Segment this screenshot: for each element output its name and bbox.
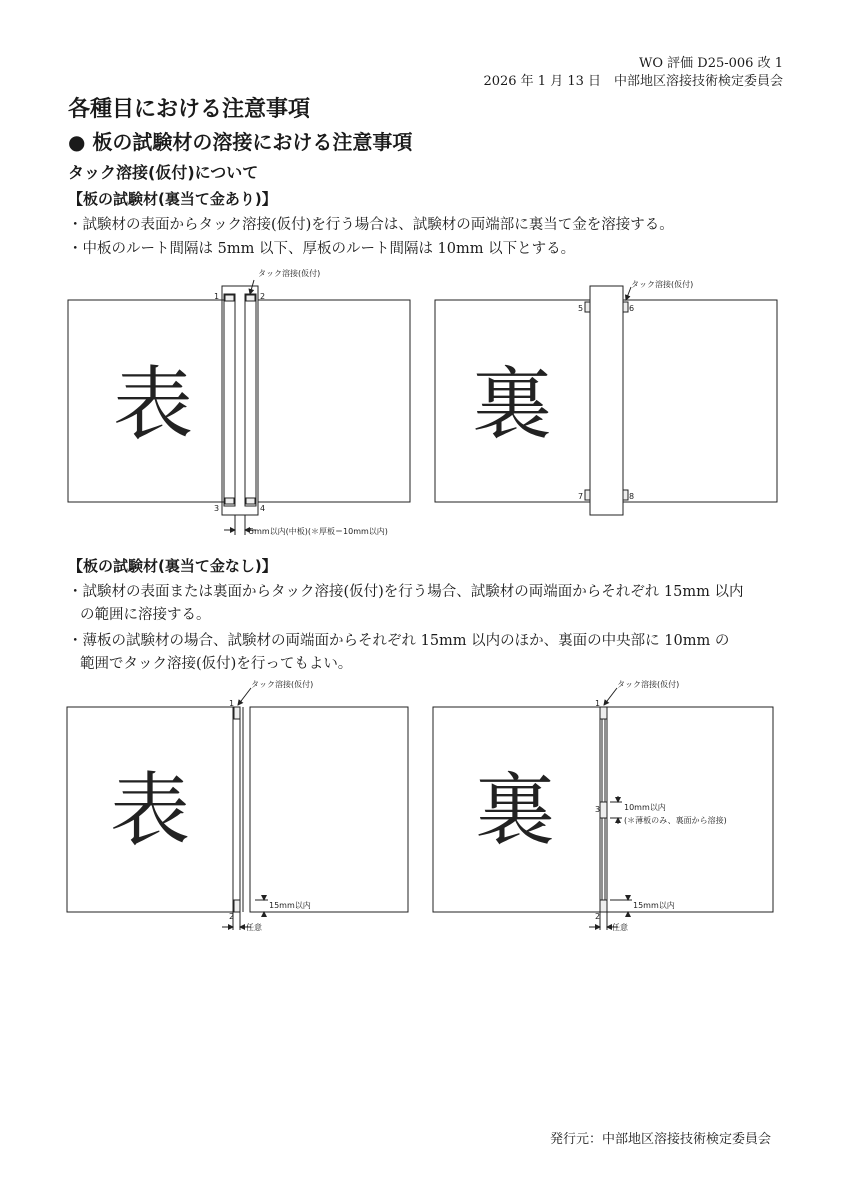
num-5: 5 xyxy=(578,304,584,313)
num-1: 1 xyxy=(229,699,235,708)
len-label: 15mm以内 xyxy=(269,901,311,910)
tack-label: タック溶接(仮付) xyxy=(258,269,321,278)
backing-strip-outline xyxy=(222,286,258,515)
with-backing-bullet-2: ・中板のルート間隔は 5mm 以下、厚板のルート間隔は 10mm 以下とする。 xyxy=(68,241,576,257)
num-1: 1 xyxy=(214,292,220,301)
backing-strip xyxy=(590,286,623,515)
document-id: WO 評価 D25-006 改 1 xyxy=(639,56,783,71)
without-backing-bullet-1-cont: の範囲に溶接する。 xyxy=(80,607,211,623)
any-label: 任意 xyxy=(612,923,628,932)
tack-4 xyxy=(246,498,255,504)
tack-label: タック溶接(仮付) xyxy=(631,280,694,289)
tack-heading: タック溶接(仮付)について xyxy=(68,163,259,182)
len-label: 15mm以内 xyxy=(633,901,675,910)
publisher-footer: 発行元：中部地区溶接技術検定委員会 xyxy=(549,1132,771,1147)
with-backing-heading: 【板の試験材(裏当て金あり)】 xyxy=(68,190,277,208)
without-backing-bullet-2: ・薄板の試験材の場合、試験材の両端面からそれぞれ 15mm 以内のほか、裏面の中央部に 10mm の xyxy=(68,633,730,649)
num-4: 4 xyxy=(260,504,266,513)
plate-right xyxy=(623,300,777,502)
tack-label: タック溶接(仮付) xyxy=(251,680,314,689)
back-label-2: 裏 xyxy=(475,764,555,857)
without-backing-heading: 【板の試験材(裏当て金なし)】 xyxy=(68,557,277,575)
plate-right xyxy=(250,707,408,912)
tack-5 xyxy=(585,302,590,312)
num-1: 1 xyxy=(595,699,601,708)
num-3: 3 xyxy=(595,805,601,814)
center-label: 10mm以内 xyxy=(624,803,666,812)
gap-label: 5mm以内(中板)(＊厚板＝10mm以内) xyxy=(249,527,388,536)
tack-2 xyxy=(600,900,607,912)
tack-label: タック溶接(仮付) xyxy=(617,680,680,689)
num-2: 2 xyxy=(595,912,601,921)
tack-1 xyxy=(600,707,607,719)
tack-1 xyxy=(225,295,234,301)
tack-8 xyxy=(623,490,628,500)
num-2: 2 xyxy=(260,292,266,301)
strip-inner-left xyxy=(224,294,235,506)
front-label-2: 表 xyxy=(110,764,190,857)
num-7: 7 xyxy=(578,492,584,501)
without-backing-bullet-2-cont: 範囲でタック溶接(仮付)を行ってもよい。 xyxy=(80,656,353,672)
tack-arrow xyxy=(250,280,254,294)
tack-2 xyxy=(234,900,240,912)
tack-6 xyxy=(623,302,628,312)
tack-arrow xyxy=(238,688,251,705)
any-label: 任意 xyxy=(246,923,262,932)
issue-date-line: 2026 年 1 月 13 日 中部地区溶接技術検定委員会 xyxy=(483,74,783,89)
tack-3 xyxy=(225,498,234,504)
plate-right xyxy=(258,300,410,502)
section-heading: ● 板の試験材の溶接における注意事項 xyxy=(68,130,413,154)
tack-1 xyxy=(234,707,240,719)
page-title: 各種目における注意事項 xyxy=(68,97,311,122)
num-8: 8 xyxy=(629,492,635,501)
num-2: 2 xyxy=(229,912,235,921)
num-3: 3 xyxy=(214,504,220,513)
tack-2 xyxy=(246,295,255,301)
tack-7 xyxy=(585,490,590,500)
tack-3 xyxy=(600,802,607,818)
tack-arrow xyxy=(604,688,617,705)
center-note: (＊薄板のみ、裏面から溶接) xyxy=(624,816,727,825)
with-backing-bullet-1: ・試験材の表面からタック溶接(仮付)を行う場合は、試験材の両端部に裏当て金を溶接する。 xyxy=(68,217,674,233)
front-label-1: 表 xyxy=(113,358,193,451)
strip-inner-right xyxy=(245,294,256,506)
num-6: 6 xyxy=(629,304,635,313)
without-backing-bullet-1: ・試験材の表面または裏面からタック溶接(仮付)を行う場合、試験材の両端面からそれぞれ 15mm 以内 xyxy=(68,584,744,600)
back-label-1: 裏 xyxy=(472,358,552,451)
